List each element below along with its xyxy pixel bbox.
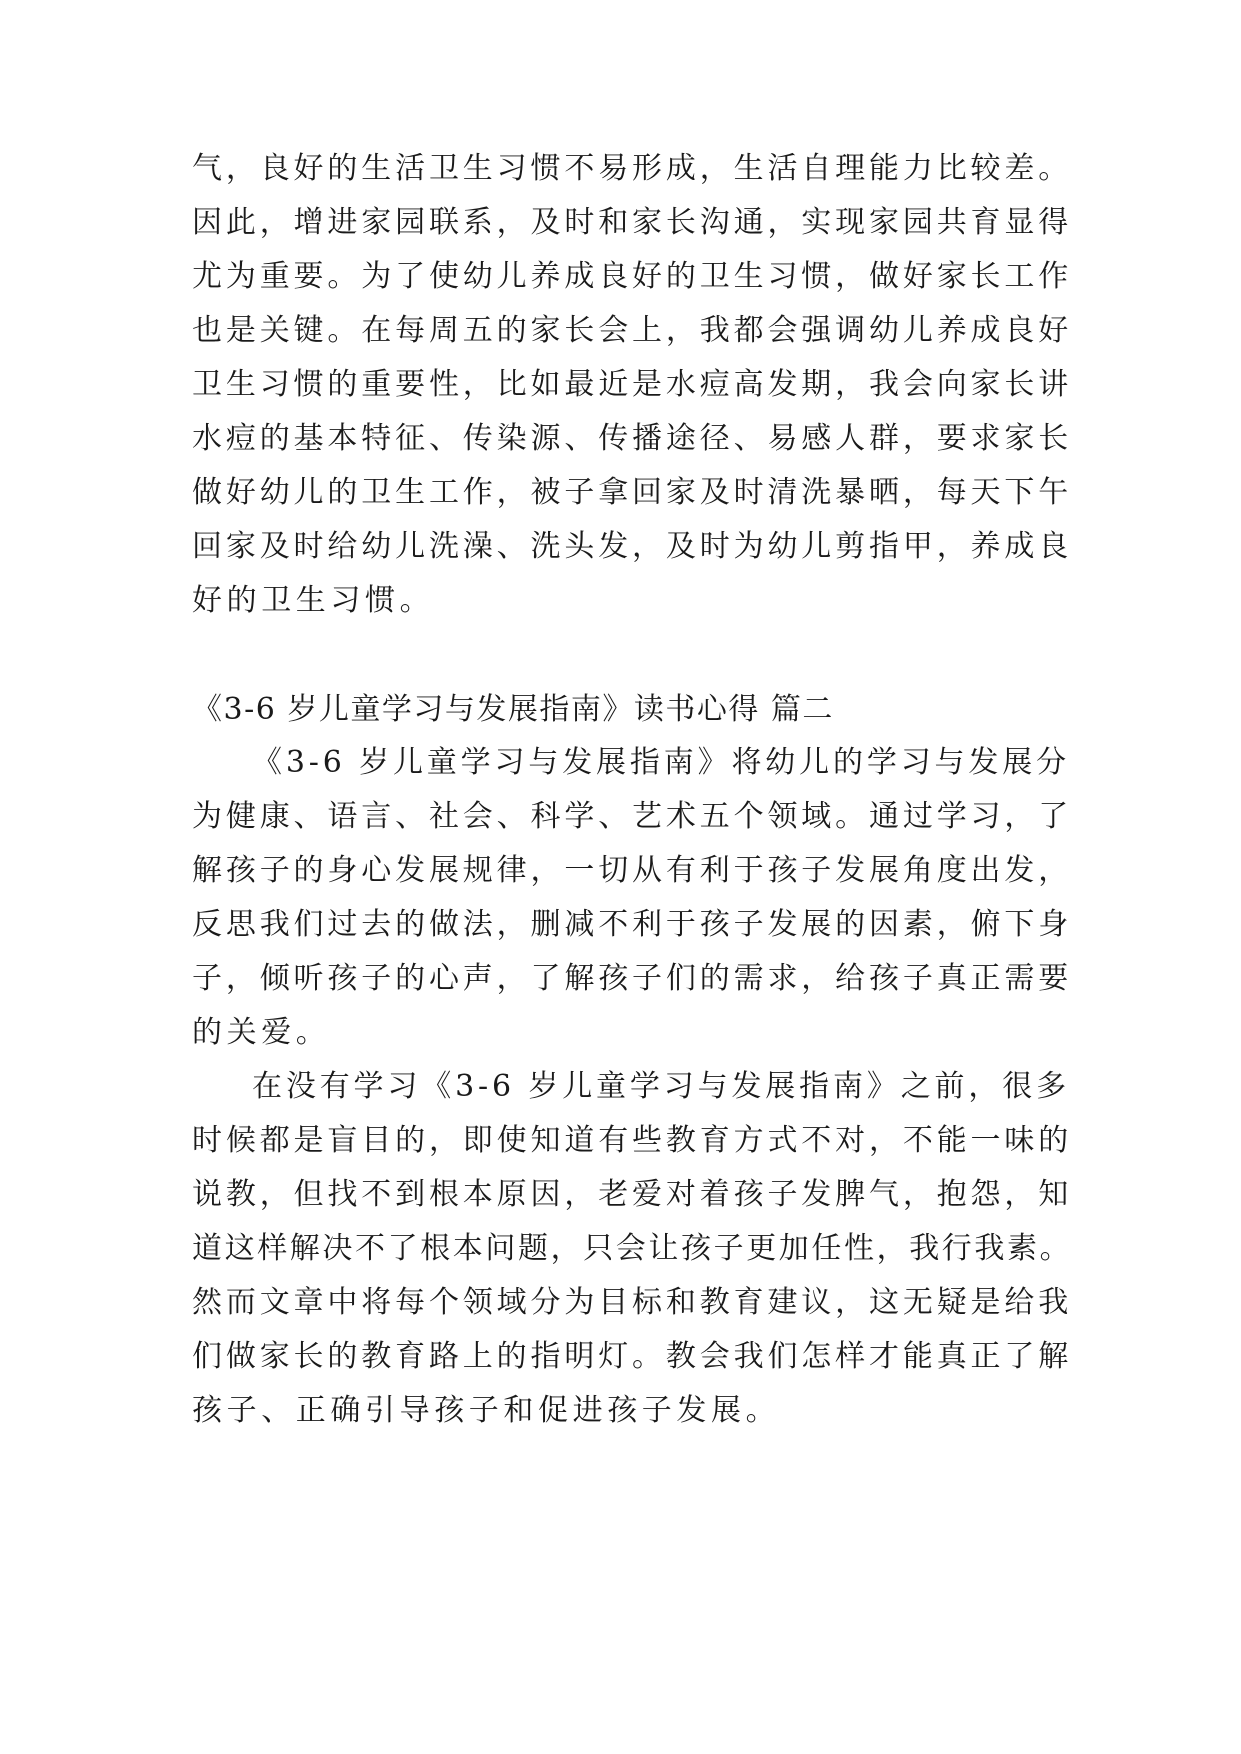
paragraph-2-line-2: 为健康、语言、社会、科学、艺术五个领域。通过学习，了 — [192, 799, 1073, 834]
paragraph-1-line-5: 卫生习惯的重要性，比如最近是水痘高发期，我会向家长讲 — [192, 367, 1073, 402]
paragraph-3-line-7: 孩子、正确引导孩子和促进孩子发展。 — [192, 1393, 781, 1428]
paragraph-3-line-2: 时候都是盲目的，即使知道有些教育方式不对，不能一味的 — [192, 1123, 1073, 1158]
paragraph-2-line-3: 解孩子的身心发展规律，一切从有利于孩子发展角度出发， — [192, 853, 1073, 888]
paragraph-1-line-9: 好的卫生习惯。 — [192, 583, 435, 618]
paragraph-2-line-4: 反思我们过去的做法，删减不利于孩子发展的因素，俯下身 — [192, 907, 1073, 942]
paragraph-1-line-7: 做好幼儿的卫生工作，被子拿回家及时清洗暴晒，每天下午 — [192, 475, 1073, 510]
section-heading: 《3-6 岁儿童学习与发展指南》读书心得 篇二 — [192, 692, 834, 727]
paragraph-1-line-1: 气，良好的生活卫生习惯不易形成，生活自理能力比较差。 — [192, 151, 1073, 186]
paragraph-1-line-6: 水痘的基本特征、传染源、传播途径、易感人群，要求家长 — [192, 421, 1073, 456]
paragraph-2-line-1: 《3-6 岁儿童学习与发展指南》将幼儿的学习与发展分 — [252, 745, 1070, 780]
paragraph-3-line-1: 在没有学习《3-6 岁儿童学习与发展指南》之前，很多 — [252, 1069, 1070, 1104]
paragraph-3-line-5: 然而文章中将每个领域分为目标和教育建议，这无疑是给我 — [192, 1285, 1073, 1320]
paragraph-1-line-8: 回家及时给幼儿洗澡、洗头发，及时为幼儿剪指甲，养成良 — [192, 529, 1073, 564]
paragraph-2-line-5: 子，倾听孩子的心声，了解孩子们的需求，给孩子真正需要 — [192, 961, 1073, 996]
paragraph-2-line-6: 的关爱。 — [192, 1015, 331, 1050]
paragraph-1-line-3: 尤为重要。为了使幼儿养成良好的卫生习惯，做好家长工作 — [192, 259, 1073, 294]
paragraph-1-line-2: 因此，增进家园联系，及时和家长沟通，实现家园共育显得 — [192, 205, 1073, 240]
paragraph-1-line-4: 也是关键。在每周五的家长会上，我都会强调幼儿养成良好 — [192, 313, 1073, 348]
paragraph-3-line-6: 们做家长的教育路上的指明灯。教会我们怎样才能真正了解 — [192, 1339, 1073, 1374]
paragraph-3-line-4: 道这样解决不了根本问题，只会让孩子更加任性，我行我素。 — [192, 1231, 1073, 1266]
paragraph-3-line-3: 说教，但找不到根本原因，老爱对着孩子发脾气，抱怨，知 — [192, 1177, 1073, 1212]
